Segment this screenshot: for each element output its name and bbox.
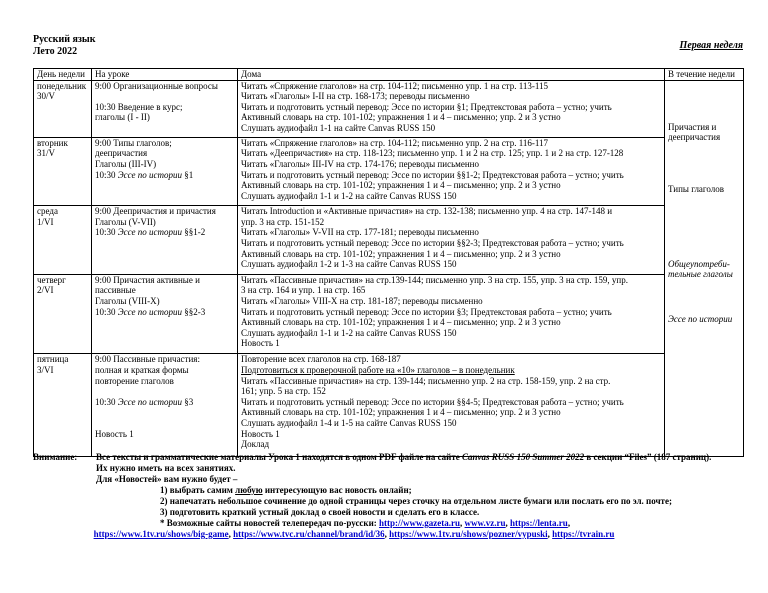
table-row [34, 354, 744, 456]
home-line: Читать «Деепричастия» на стр. 118-123; письменно упр. 1 и 2 на стр. 125; упр. 1 и 2 на стр. 127-128 [241, 148, 624, 159]
lesson-line: глаголы (I - II) [95, 112, 150, 123]
notice-line: Их нужно иметь на всех занятиях. [96, 463, 236, 473]
home-line: Повторение всех глаголов на стр. 168-187 [241, 354, 401, 365]
news-link[interactable]: http://www.gazeta.ru [379, 518, 461, 528]
home-line: Читать «Глаголы» V-VII на стр. 177-181; переводы письменно [241, 227, 479, 238]
column-header-week: В течение недели [665, 69, 744, 81]
lesson-line: Глаголы (V-VII) [95, 216, 156, 227]
home-line: Слушать аудиофайл 1-1 и 1-2 на сайте Canvas RUSS 150 [241, 327, 457, 338]
home-line: Активный словарь на стр. 101-102; упражнения 1 и 4 – письменно; упр. 2 и 3 устно [241, 248, 561, 259]
column-header-day: День недели [34, 69, 92, 81]
lesson-cell [92, 274, 238, 354]
lesson-line: Новость 1 [95, 428, 134, 439]
home-line: Активный словарь на стр. 101-102; упражнения 1 и 4 – письменно; упр. 2 и 3 устно [241, 317, 561, 328]
lesson-line: 9:00 Деепричастия и причастия [95, 206, 216, 217]
home-line: Доклад [241, 439, 270, 450]
lesson-line: 9:00 Причастия активные и [95, 274, 200, 285]
home-line: Читать «Глаголы» III-IV на стр. 174-176; переводы письменно [241, 159, 479, 169]
column-header-home: Дома [238, 69, 665, 81]
day-cell [34, 354, 92, 456]
day-date: 30/V [37, 91, 55, 102]
day-date: 31/V [37, 148, 55, 159]
notice-body [93, 452, 768, 540]
home-line: Читать «Спряжение глаголов» на стр. 104-112; письменно упр. 2 на стр. 116-117 [241, 137, 549, 148]
home-line: Читать и подготовить устный перевод: Эссе по истории §§1-2; Предтекстовая работа – устно; учить [241, 169, 624, 180]
home-line: Читать «Глаголы» VIII-X на стр. 181-187; переводы письменно [241, 295, 483, 306]
news-links-line: https://www.1tv.ru/shows/big-game, https://www.tvc.ru/channel/brand/id/36, https://www.1tv.ru/shows/pozner/vypuski, https://tvrain.ru [93, 529, 615, 539]
column-header-lesson: На уроке [92, 69, 238, 81]
table-row [34, 206, 744, 274]
home-line: Активный словарь на стр. 101-102; упражнения 1 и 4 – письменно; упр. 2 и 3 устно [241, 112, 561, 123]
news-sites-line: * Возможные сайты новостей телепередач по-русски: http://www.gazeta.ru, www.vz.ru, https://lenta.ru, [160, 518, 571, 528]
home-cell [238, 274, 665, 354]
news-link[interactable]: www.vz.ru [464, 518, 506, 528]
document-title [33, 34, 95, 58]
lesson-cell [92, 206, 238, 274]
week-title: Первая неделя [679, 40, 743, 51]
day-cell [34, 80, 92, 137]
day-name: среда [37, 206, 58, 217]
notice-line: Все тексты и грамматические материалы Урока 1 находятся в одном PDF файле на сайте Canvas RUSS 150 Summer 2022 в секции “Files” (187 страниц). [96, 452, 712, 462]
day-date: 2/VI [37, 285, 54, 296]
day-date: 3/VI [37, 365, 54, 375]
lesson-line: пассивные [95, 285, 136, 296]
home-line: Слушать аудиофайл 1-2 и 1-3 на сайте Canvas RUSS 150 [241, 259, 457, 270]
home-line: Новость 1 [241, 428, 280, 439]
day-cell [34, 274, 92, 354]
day-date: 1/VI [37, 216, 54, 227]
week-topic: Типы глаголов [668, 183, 725, 194]
lesson-cell [92, 137, 238, 205]
day-name: пятница [37, 354, 69, 365]
week-topic: Общеупотреби- тельные глаголы [668, 258, 733, 280]
table-row [34, 137, 744, 205]
home-line: Слушать аудиофайл 1-1 и 1-2 на сайте Canvas RUSS 150 [241, 190, 457, 201]
lesson-cell [92, 354, 238, 456]
week-topics-cell [665, 80, 744, 456]
news-link[interactable]: https://www.1tv.ru/shows/pozner/vypuski [389, 529, 548, 539]
home-line: Читать и подготовить устный перевод: Эссе по истории §1; Предтекстовая работа – устно; учить [241, 101, 612, 112]
table-row [34, 80, 744, 137]
home-line: Читать Introduction и «Активные причастия» на стр. 132-138; письменно упр. 4 на стр. 147-148 и [241, 206, 613, 217]
lesson-line: повторение глаголов [95, 375, 174, 386]
week-topic: Эссе по истории [668, 313, 733, 324]
home-line: Подготовиться к проверочной работе на «10» глаголов – в понедельник [241, 365, 515, 375]
course-title: Русский язык [33, 34, 96, 45]
home-line: Читать и подготовить устный перевод: Эссе по истории §3; Предтекстовая работа – устно; учить [241, 306, 612, 317]
notice-line: Для «Новостей» вам нужно будет – [96, 474, 238, 484]
home-line: Читать «Глаголы» I-II на стр. 168-173; переводы письменно [241, 91, 470, 102]
lesson-line: Глаголы (III-IV) [95, 159, 157, 169]
home-line: Читать «Пассивные причастия» на стр.139-144; письменно упр. 3 на стр. 155, упр. 3 на стр. 159, упр. [241, 274, 628, 285]
notice-list-item: 1) выбрать самим любую интересующую вас новость онлайн; [160, 485, 412, 495]
home-line: Активный словарь на стр. 101-102; упражнения 1 и 4 – письменно; упр. 2 и 3 устно [241, 407, 561, 418]
home-line: Читать и подготовить устный перевод: Эссе по истории §§4-5; Предтекстовая работа – устно; учить [241, 396, 624, 407]
news-link[interactable]: https://www.tvc.ru/channel/brand/id/36 [233, 529, 385, 539]
news-link[interactable]: https://lenta.ru [510, 518, 568, 528]
home-cell [238, 80, 665, 137]
notice-label: Внимание: [33, 452, 78, 462]
week-topic: Причастия и деепричастия [668, 121, 721, 143]
term-title: Лето 2022 [33, 46, 78, 57]
lesson-line: 9:00 Организационные вопросы [95, 80, 218, 91]
news-link[interactable]: https://www.1tv.ru/shows/big-game [93, 529, 229, 539]
home-line: Слушать аудиофайл 1-1 на сайте Canvas RUSS 150 [241, 122, 436, 133]
notice-list-item: 3) подготовить краткий устный доклад о своей новости и сделать его в классе. [160, 507, 480, 517]
home-line: 3 на стр. 164 и упр. 1 на стр. 165 [241, 285, 366, 296]
lesson-line: полная и краткая формы [95, 365, 189, 375]
home-cell [238, 206, 665, 274]
news-link[interactable]: https://tvrain.ru [552, 529, 615, 539]
lesson-line: 10:30 Эссе по истории §1 [95, 169, 194, 180]
day-name: понедельник [37, 80, 87, 91]
home-line: Слушать аудиофайл 1-4 и 1-5 на сайте Canvas RUSS 150 [241, 417, 457, 428]
lesson-line: 10:30 Эссе по истории §§2-3 [95, 306, 206, 317]
home-line: упр. 3 на стр. 151-152 [241, 216, 325, 227]
schedule-table [33, 68, 744, 457]
home-line: Новость 1 [241, 338, 280, 349]
home-line: Читать «Пассивные причастия» на стр. 139-144; письменно упр. 2 на стр. 158-159, упр. 2 на стр. [241, 375, 611, 386]
home-line: Читать «Спряжение глаголов» на стр. 104-112; письменно упр. 1 на стр. 113-115 [241, 80, 549, 91]
lesson-line: Глаголы (VIII-X) [95, 295, 160, 306]
lesson-line: 9:00 Типы глаголов; [95, 137, 172, 148]
day-name: четверг [37, 274, 66, 285]
day-cell [34, 137, 92, 205]
table-header-row [34, 69, 744, 81]
lesson-line: 9:00 Пассивные причастия: [95, 354, 200, 365]
table-row [34, 274, 744, 354]
lesson-line: 10:30 Эссе по истории §3 [95, 396, 194, 407]
notice-list-item: 2) напечатать небольшое сочинение до одной страницы через сточку на отдельном листе бумаги или послать его по эл. почте; [160, 496, 672, 506]
lesson-cell [92, 80, 238, 137]
lesson-line: 10:30 Эссе по истории §§1-2 [95, 227, 206, 238]
lesson-line: 10:30 Введение в курс; [95, 101, 183, 112]
home-cell [238, 137, 665, 205]
home-cell [238, 354, 665, 456]
day-cell [34, 206, 92, 274]
home-line: Читать и подготовить устный перевод: Эссе по истории §§2-3; Предтекстовая работа – устно; учить [241, 238, 624, 249]
home-line: Активный словарь на стр. 101-102; упражнения 1 и 4 – письменно; упр. 2 и 3 устно [241, 180, 561, 191]
day-name: вторник [37, 137, 68, 148]
home-line: 161; упр. 5 на стр. 152 [241, 386, 326, 397]
lesson-line: деепричастия [95, 148, 148, 159]
